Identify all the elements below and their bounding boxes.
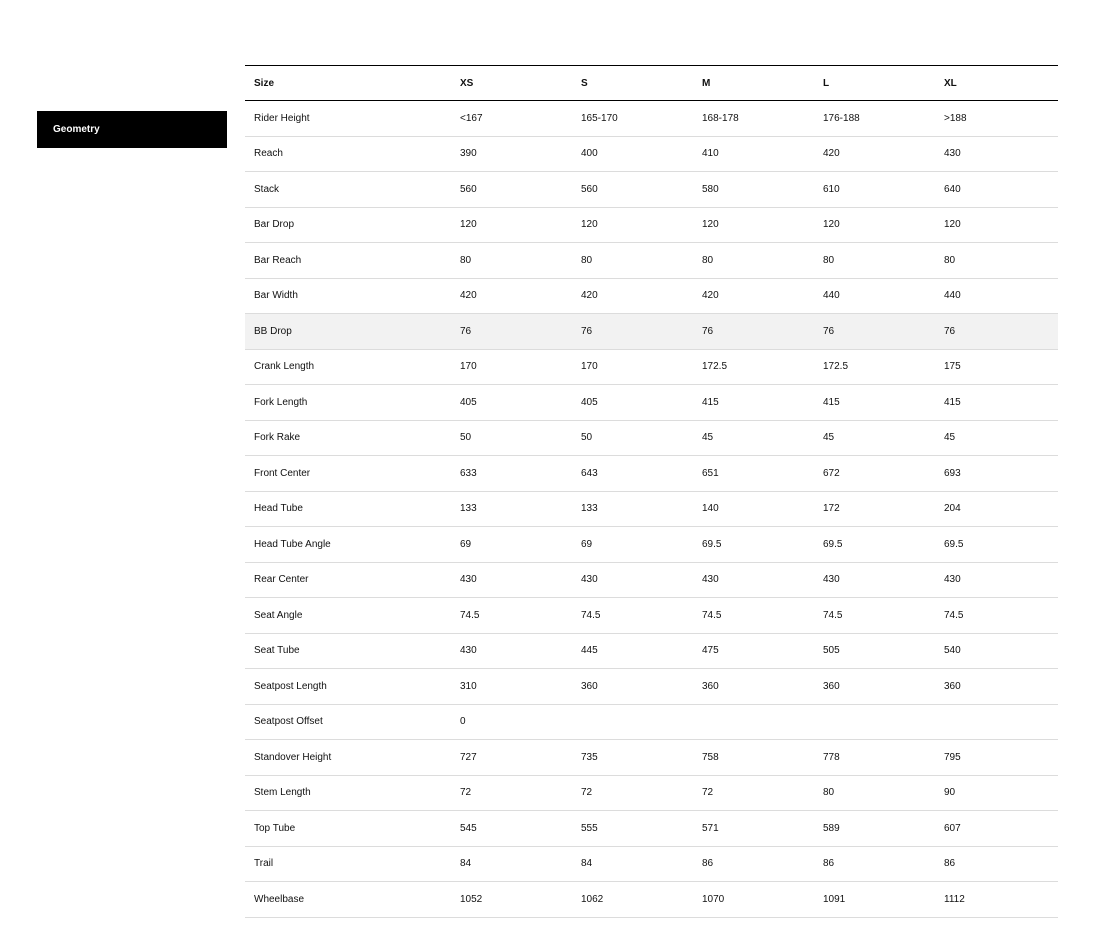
table-cell: 80	[693, 243, 814, 279]
table-cell: 1112	[935, 882, 1058, 918]
table-cell: 69	[572, 527, 693, 563]
table-cell: 69	[451, 527, 572, 563]
table-cell: 76	[451, 314, 572, 350]
table-cell: 430	[451, 562, 572, 598]
table-cell: 80	[572, 243, 693, 279]
table-cell: 120	[451, 207, 572, 243]
table-cell: 693	[935, 456, 1058, 492]
table-row	[245, 349, 1058, 385]
table-cell: 175	[935, 349, 1058, 385]
table-cell: 560	[451, 172, 572, 208]
table-cell: 170	[572, 349, 693, 385]
table-cell: 555	[572, 811, 693, 847]
table-cell: 120	[693, 207, 814, 243]
table-body	[245, 101, 1058, 918]
table-cell: 172	[814, 491, 935, 527]
table-row	[245, 136, 1058, 172]
row-label: Front Center	[245, 456, 451, 492]
table-cell: 80	[814, 243, 935, 279]
row-label: Wheelbase	[245, 882, 451, 918]
table-row	[245, 101, 1058, 137]
row-label: Standover Height	[245, 740, 451, 776]
table-cell: 560	[572, 172, 693, 208]
table-cell: 1091	[814, 882, 935, 918]
table-cell: 76	[814, 314, 935, 350]
table-cell: 1052	[451, 882, 572, 918]
table-cell: 74.5	[693, 598, 814, 634]
table-cell: 80	[935, 243, 1058, 279]
table-cell: 1062	[572, 882, 693, 918]
row-label: Bar Reach	[245, 243, 451, 279]
row-label: Stack	[245, 172, 451, 208]
table-cell: 415	[693, 385, 814, 421]
table-row	[245, 775, 1058, 811]
row-label: Reach	[245, 136, 451, 172]
table-cell: 86	[935, 846, 1058, 882]
row-label: Stem Length	[245, 775, 451, 811]
table-row	[245, 882, 1058, 918]
table-cell: 505	[814, 633, 935, 669]
header-l: L	[814, 66, 935, 101]
table-cell: 72	[451, 775, 572, 811]
table-row	[245, 527, 1058, 563]
header-m: M	[693, 66, 814, 101]
table-cell: 795	[935, 740, 1058, 776]
table-row	[245, 740, 1058, 776]
table-cell: 86	[693, 846, 814, 882]
row-label: Rear Center	[245, 562, 451, 598]
table-row	[245, 846, 1058, 882]
table-cell: 45	[935, 420, 1058, 456]
table-cell: 120	[572, 207, 693, 243]
table-row	[245, 811, 1058, 847]
table-cell: 50	[572, 420, 693, 456]
row-label: Seat Angle	[245, 598, 451, 634]
table-cell: 133	[451, 491, 572, 527]
table-cell: 475	[693, 633, 814, 669]
table-row	[245, 704, 1058, 740]
table-cell: 420	[572, 278, 693, 314]
table-row	[245, 420, 1058, 456]
header-s: S	[572, 66, 693, 101]
row-label: Fork Length	[245, 385, 451, 421]
table-cell: 74.5	[935, 598, 1058, 634]
table-cell: 589	[814, 811, 935, 847]
table-cell: 45	[814, 420, 935, 456]
header-xl: XL	[935, 66, 1058, 101]
table-row	[245, 314, 1058, 350]
table-cell: 430	[935, 136, 1058, 172]
table-cell: 176-188	[814, 101, 935, 137]
table-cell: 540	[935, 633, 1058, 669]
geometry-table	[245, 65, 1058, 918]
row-label: Head Tube	[245, 491, 451, 527]
row-label: Seatpost Length	[245, 669, 451, 705]
table-cell: 430	[451, 633, 572, 669]
table-cell: 430	[814, 562, 935, 598]
row-label: BB Drop	[245, 314, 451, 350]
table-cell: 360	[814, 669, 935, 705]
table-cell: 440	[935, 278, 1058, 314]
table-cell: 727	[451, 740, 572, 776]
table-cell: 45	[693, 420, 814, 456]
table-cell: 430	[935, 562, 1058, 598]
table-cell: 405	[451, 385, 572, 421]
table-cell: 69.5	[693, 527, 814, 563]
table-cell: 310	[451, 669, 572, 705]
table-cell: 360	[935, 669, 1058, 705]
table-cell: 120	[935, 207, 1058, 243]
table-cell: 360	[572, 669, 693, 705]
table-row	[245, 207, 1058, 243]
table-cell	[572, 704, 693, 740]
table-cell: 440	[814, 278, 935, 314]
table-cell: 610	[814, 172, 935, 208]
table-cell: 133	[572, 491, 693, 527]
table-row	[245, 598, 1058, 634]
table-cell: 204	[935, 491, 1058, 527]
row-label: Seatpost Offset	[245, 704, 451, 740]
tab-geometry-label: Geometry	[53, 124, 100, 135]
table-cell: 571	[693, 811, 814, 847]
row-label: Fork Rake	[245, 420, 451, 456]
table-cell: 735	[572, 740, 693, 776]
table-cell: 168-178	[693, 101, 814, 137]
table-cell: 84	[572, 846, 693, 882]
table-cell: 545	[451, 811, 572, 847]
table-cell: 74.5	[451, 598, 572, 634]
table-cell: 120	[814, 207, 935, 243]
table-cell: 50	[451, 420, 572, 456]
table-cell: 74.5	[572, 598, 693, 634]
row-label: Bar Width	[245, 278, 451, 314]
table-cell	[693, 704, 814, 740]
table-cell: 430	[572, 562, 693, 598]
table-cell: 172.5	[814, 349, 935, 385]
table-cell: 651	[693, 456, 814, 492]
table-cell: <167	[451, 101, 572, 137]
table-cell: 410	[693, 136, 814, 172]
table-header-row	[245, 66, 1058, 101]
table-cell: 165-170	[572, 101, 693, 137]
table-row	[245, 172, 1058, 208]
table-cell: 607	[935, 811, 1058, 847]
table-cell: 69.5	[814, 527, 935, 563]
table-row	[245, 669, 1058, 705]
table-cell: 80	[814, 775, 935, 811]
table-row	[245, 243, 1058, 279]
table-cell: 778	[814, 740, 935, 776]
table-cell: 390	[451, 136, 572, 172]
table-cell: 415	[814, 385, 935, 421]
table-cell: 0	[451, 704, 572, 740]
row-label: Trail	[245, 846, 451, 882]
row-label: Head Tube Angle	[245, 527, 451, 563]
table-cell: 420	[693, 278, 814, 314]
table-cell: 633	[451, 456, 572, 492]
table-cell: 430	[693, 562, 814, 598]
table-cell	[935, 704, 1058, 740]
table-cell: 76	[935, 314, 1058, 350]
row-label: Rider Height	[245, 101, 451, 137]
table-row	[245, 633, 1058, 669]
table-cell: >188	[935, 101, 1058, 137]
table-cell: 672	[814, 456, 935, 492]
table-cell: 170	[451, 349, 572, 385]
table-cell: 1070	[693, 882, 814, 918]
row-label: Top Tube	[245, 811, 451, 847]
table-row	[245, 385, 1058, 421]
table-cell: 80	[451, 243, 572, 279]
row-label: Bar Drop	[245, 207, 451, 243]
table-row	[245, 491, 1058, 527]
table-cell: 580	[693, 172, 814, 208]
table-cell: 360	[693, 669, 814, 705]
table-cell: 140	[693, 491, 814, 527]
table-cell: 76	[693, 314, 814, 350]
table-cell: 69.5	[935, 527, 1058, 563]
table-cell: 445	[572, 633, 693, 669]
table-cell: 172.5	[693, 349, 814, 385]
table-cell: 420	[814, 136, 935, 172]
table-cell: 415	[935, 385, 1058, 421]
table-row	[245, 278, 1058, 314]
header-xs: XS	[451, 66, 572, 101]
table-cell: 405	[572, 385, 693, 421]
tab-geometry[interactable]	[37, 111, 227, 148]
table-cell: 76	[572, 314, 693, 350]
table-row	[245, 562, 1058, 598]
table-cell: 74.5	[814, 598, 935, 634]
table-cell: 84	[451, 846, 572, 882]
row-label: Crank Length	[245, 349, 451, 385]
table-cell	[814, 704, 935, 740]
row-label: Seat Tube	[245, 633, 451, 669]
table-cell: 643	[572, 456, 693, 492]
table-cell: 420	[451, 278, 572, 314]
table-cell: 90	[935, 775, 1058, 811]
table-cell: 400	[572, 136, 693, 172]
table-cell: 86	[814, 846, 935, 882]
table-row	[245, 456, 1058, 492]
table-cell: 72	[693, 775, 814, 811]
table-cell: 758	[693, 740, 814, 776]
table-cell: 72	[572, 775, 693, 811]
header-size: Size	[245, 66, 451, 101]
table-cell: 640	[935, 172, 1058, 208]
